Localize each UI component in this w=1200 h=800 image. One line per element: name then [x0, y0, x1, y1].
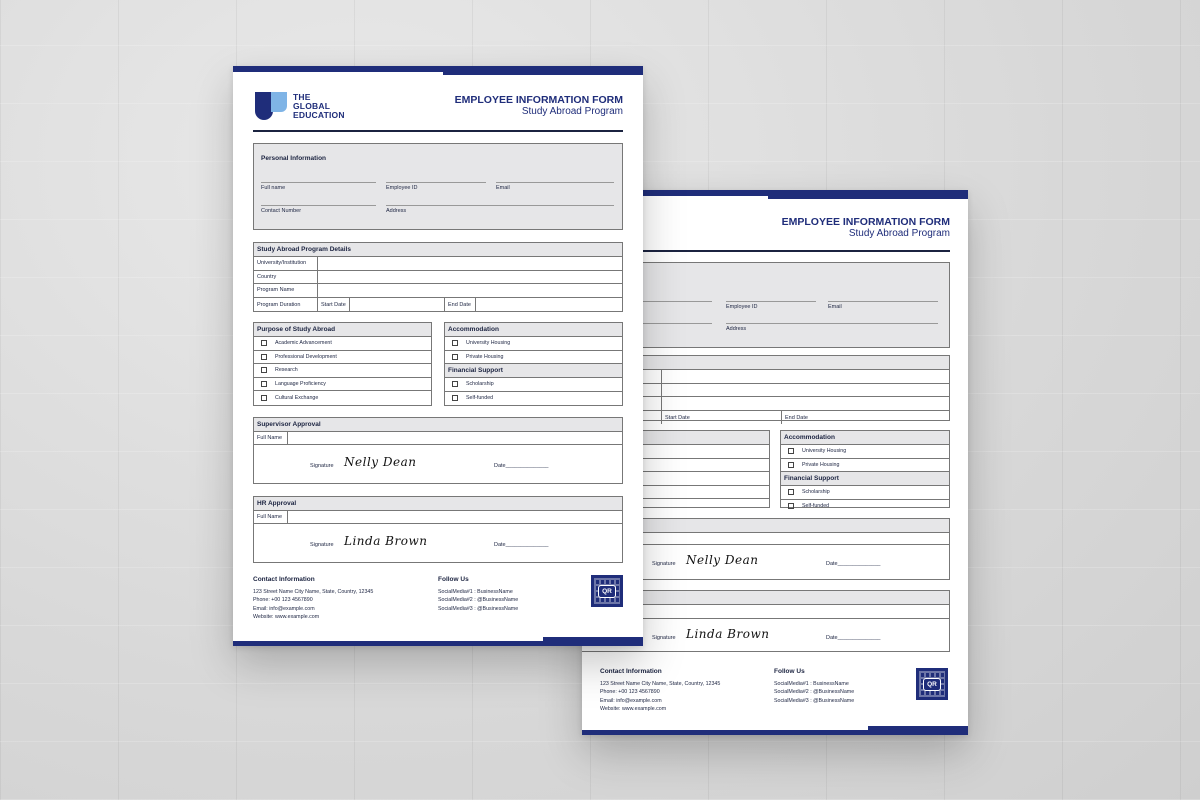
supervisor-approval-section: Signature Nelly Dean Date______________ [582, 518, 950, 580]
qr-code-icon: QR [591, 575, 623, 607]
hr-signature: Linda Brown [344, 534, 428, 548]
follow-us: Follow Us SocialMedia#1 : BusinessName SocialMedia#2 : @BusinessName SocialMedia#3 : @BusinessName [438, 576, 519, 612]
purpose-section: Purpose of Study Abroad Academic Advancement Professional Development Research Language Proficiency Cultural Exchange [253, 322, 432, 406]
email-field[interactable] [496, 182, 614, 183]
form-subtitle: Study Abroad Program [521, 106, 623, 117]
checkbox-icon [452, 354, 458, 360]
supervisor-signature: Nelly Dean [686, 553, 759, 567]
accommodation-section: Accommodation University Housing Private Housing Financial Support Scholarship Self-funded [444, 322, 623, 406]
globe-logo-icon [255, 92, 287, 120]
program-details-section: Study Abroad Program Details University/Institution Country Program Name Program Duration Start Date End Date [253, 242, 623, 312]
checkbox-icon [261, 367, 267, 373]
university-input[interactable] [318, 257, 622, 270]
purpose-option[interactable]: Professional Development [254, 350, 431, 364]
accommodation-option[interactable]: Private Housing [445, 350, 622, 364]
supervisor-signature: Nelly Dean [344, 455, 417, 469]
bottom-accent-bar [233, 641, 643, 646]
hr-name-input[interactable] [288, 511, 622, 523]
country-input[interactable] [318, 271, 622, 284]
start-date-input[interactable] [350, 298, 445, 312]
accommodation-section: Accommodation University Housing Private Housing Financial Support Scholarship Self-funded [780, 430, 950, 508]
personal-info-section: Employee ID Email Address [582, 262, 950, 348]
full-name-field[interactable] [261, 182, 376, 183]
contact-info: Contact Information 123 Street Name City Name, State, Country, 12345 Phone: +00 123 4567890 Email: info@example.com Website: www.example.com [600, 668, 721, 712]
end-date-input[interactable] [476, 298, 622, 312]
brand-logo: THE GLOBAL EDUCATION [255, 92, 345, 120]
form-title: EMPLOYEE INFORMATION FORM [781, 216, 950, 228]
program-details-section: Start Date End Date [582, 355, 950, 421]
address-field[interactable] [386, 205, 614, 206]
supervisor-name-input[interactable] [288, 432, 622, 444]
checkbox-icon [452, 381, 458, 387]
program-name-input[interactable] [318, 284, 622, 297]
hr-approval-section: HR Approval Full Name Signature Linda Brown Date______________ [253, 496, 623, 563]
employee-id-field[interactable] [386, 182, 486, 183]
checkbox-icon [452, 340, 458, 346]
financial-option[interactable]: Scholarship [445, 377, 622, 391]
form-title: EMPLOYEE INFORMATION FORM [454, 94, 623, 106]
follow-us: Follow Us SocialMedia#1 : BusinessName SocialMedia#2 : @BusinessName SocialMedia#3 : @BusinessName [774, 668, 855, 704]
financial-option[interactable]: Self-funded [445, 391, 622, 405]
contact-number-field[interactable] [261, 205, 376, 206]
checkbox-icon [452, 395, 458, 401]
hr-date[interactable]: Date______________ [494, 542, 549, 548]
hr-signature: Linda Brown [686, 627, 770, 641]
financial-support-heading: Financial Support [445, 363, 622, 377]
checkbox-icon [261, 354, 267, 360]
bottom-accent-bar [582, 730, 968, 735]
purpose-option[interactable]: Cultural Exchange [254, 390, 431, 404]
accommodation-option[interactable]: University Housing [445, 336, 622, 350]
contact-info: Contact Information 123 Street Name City Name, State, Country, 12345 Phone: +00 123 4567890 Email: info@example.com Website: www.example.com [253, 576, 374, 620]
purpose-option[interactable]: Language Proficiency [254, 377, 431, 391]
supervisor-approval-section: Supervisor Approval Full Name Signature Nelly Dean Date______________ [253, 417, 623, 484]
checkbox-icon [261, 395, 267, 401]
checkbox-icon [261, 340, 267, 346]
qr-code-icon: QR [916, 668, 948, 700]
form-sheet-front [233, 66, 643, 646]
purpose-option[interactable]: Research [254, 363, 431, 377]
form-subtitle: Study Abroad Program [848, 228, 950, 239]
hr-approval-section: Signature Linda Brown Date______________ [582, 590, 950, 652]
checkbox-icon [261, 381, 267, 387]
header-divider [253, 130, 623, 132]
personal-info-section: Personal Information Full name Employee ID Email Contact Number Address [253, 143, 623, 230]
purpose-option[interactable]: Academic Advancement [254, 336, 431, 350]
supervisor-date[interactable]: Date______________ [494, 463, 549, 469]
